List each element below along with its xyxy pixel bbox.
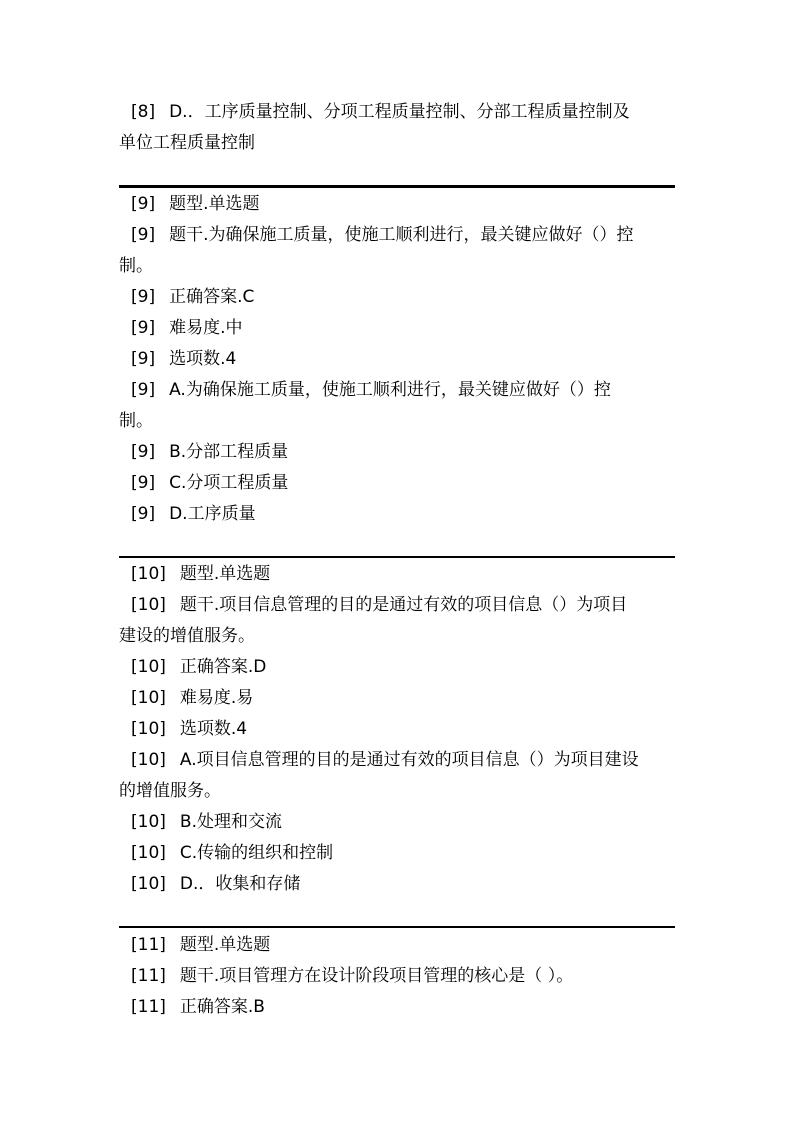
q8-number: [8]	[131, 102, 156, 122]
question-10	[119, 559, 675, 900]
q10-option-d: [10] D.．收集和存储	[131, 874, 301, 894]
q8-option-d-cont: 单位工程质量控制	[119, 133, 255, 153]
q11-stem: [11] 题干.项目管理方在设计阶段项目管理的核心是（ ）。	[131, 966, 574, 986]
q9-option-a: [9] A.为确保施工质量，使施工顺利进行，最关键应做好（）控	[131, 380, 611, 400]
q11-type: [11] 题型.单选题	[131, 935, 271, 955]
q10-option-c: [10] C.传输的组织和控制	[131, 843, 334, 863]
q9-stem-cont: 制。	[119, 256, 153, 276]
q9-option-d: [9] D.工序质量	[131, 504, 256, 524]
q10-option-count: [10] 选项数.4	[131, 719, 248, 739]
q9-option-count: [9] 选项数.4	[131, 349, 237, 369]
question-9	[119, 189, 675, 530]
q10-difficulty: [10] 难易度.易	[131, 688, 254, 708]
separator-rule	[119, 556, 675, 558]
q9-answer: [9] 正确答案.C	[131, 287, 255, 307]
q10-option-b: [10] B.处理和交流	[131, 812, 282, 832]
separator-rule	[119, 185, 675, 188]
q10-option-a-cont: 的增值服务。	[119, 781, 221, 801]
q8-tail	[119, 97, 675, 159]
q8-option-d-text: D.．工序质量控制、分项工程质量控制、分部工程质量控制及	[169, 102, 630, 122]
q10-answer: [10] 正确答案.D	[131, 657, 267, 677]
q10-option-a: [10] A.项目信息管理的目的是通过有效的项目信息（）为项目建设	[131, 750, 639, 770]
q9-type: [9] 题型.单选题	[131, 194, 260, 214]
q11-answer: [11] 正确答案.B	[131, 997, 265, 1017]
q9-stem: [9] 题干.为确保施工质量，使施工顺利进行，最关键应做好（）控	[131, 225, 634, 245]
q9-option-c: [9] C.分项工程质量	[131, 473, 289, 493]
q9-difficulty: [9] 难易度.中	[131, 318, 243, 338]
q9-option-b: [9] B.分部工程质量	[131, 442, 289, 462]
q10-stem-cont: 建设的增值服务。	[119, 626, 255, 646]
q9-option-a-cont: 制。	[119, 411, 153, 431]
question-11	[119, 930, 675, 1023]
q8-option-d	[119, 97, 675, 128]
q10-stem: [10] 题干.项目信息管理的目的是通过有效的项目信息（）为项目	[131, 595, 628, 615]
q10-type: [10] 题型.单选题	[131, 564, 271, 584]
separator-rule	[119, 926, 675, 928]
